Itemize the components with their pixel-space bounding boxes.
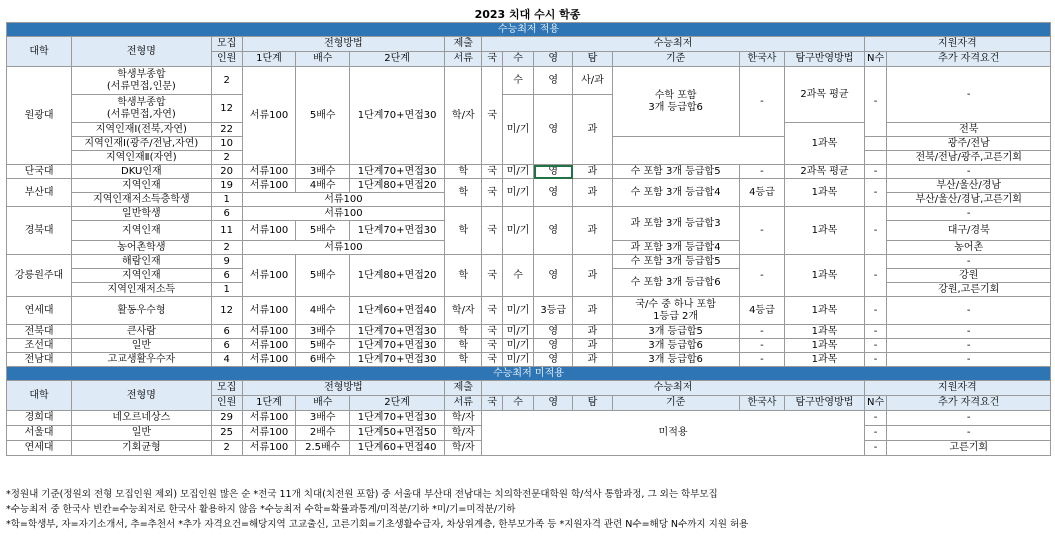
col-stage1: 1단계 bbox=[242, 396, 296, 411]
col-quota: 모집 bbox=[211, 37, 242, 52]
col-univ: 대학 bbox=[7, 37, 72, 67]
cell[interactable]: - bbox=[864, 353, 887, 367]
cell[interactable]: 강원,고른기회 bbox=[887, 283, 1051, 297]
cell[interactable]: 1단계60+면접40 bbox=[350, 441, 445, 456]
cell[interactable]: 일반 bbox=[72, 339, 212, 353]
cell[interactable]: 4등급 bbox=[739, 297, 784, 325]
cell[interactable]: 학 bbox=[445, 165, 482, 179]
cell[interactable]: - bbox=[739, 353, 784, 367]
cell[interactable]: 학/자 bbox=[445, 441, 482, 456]
cell[interactable]: 서류100 bbox=[242, 207, 445, 221]
cell[interactable]: 영 bbox=[534, 179, 573, 207]
cell[interactable]: 영 bbox=[534, 353, 573, 367]
cell[interactable]: 일반학생 bbox=[72, 207, 212, 221]
cell[interactable]: 경북대 bbox=[7, 207, 72, 255]
col-submit: 제출 bbox=[445, 381, 482, 396]
cell[interactable]: 대구/경북 bbox=[887, 221, 1051, 241]
cell[interactable]: 서류100 bbox=[242, 297, 296, 325]
col-csat: 수능최저 bbox=[482, 37, 864, 52]
cell[interactable]: 1 bbox=[211, 193, 242, 207]
cell[interactable]: 1단계70+면접30 bbox=[350, 67, 445, 165]
cell[interactable]: 지역인재 bbox=[72, 269, 212, 283]
cell[interactable]: 지역인재 bbox=[72, 221, 212, 241]
cell[interactable]: 활동우수형 bbox=[72, 297, 212, 325]
cell[interactable]: 서류100 bbox=[242, 193, 445, 207]
cell[interactable]: 수 포함 3개 등급합6 bbox=[612, 269, 739, 297]
cell[interactable]: 5배수 bbox=[296, 255, 350, 297]
col-inq: 탐 bbox=[573, 52, 612, 67]
col-nsu: N수 bbox=[864, 52, 887, 67]
cell[interactable]: 9 bbox=[211, 255, 242, 269]
cell[interactable]: 경희대 bbox=[7, 411, 72, 426]
col-multiplier: 배수 bbox=[296, 52, 350, 67]
cell[interactable] bbox=[612, 67, 739, 137]
cell[interactable]: 국 bbox=[482, 325, 503, 339]
col-stage1: 1단계 bbox=[242, 52, 296, 67]
footnotes bbox=[6, 487, 1051, 532]
cell[interactable]: 조선대 bbox=[7, 339, 72, 353]
cell[interactable]: - bbox=[739, 325, 784, 339]
cell[interactable]: 전북/전남/광주,고른기회 bbox=[887, 151, 1051, 165]
cell[interactable]: 서류100 bbox=[242, 255, 296, 297]
cell[interactable]: 서류100 bbox=[242, 426, 296, 441]
cell[interactable]: 학/자 bbox=[445, 426, 482, 441]
col-stage2: 2단계 bbox=[350, 52, 445, 67]
cell[interactable]: 1단계80+면접20 bbox=[350, 255, 445, 297]
col-inq-method: 탐구반영방법 bbox=[785, 396, 865, 411]
cell[interactable]: 5배수 bbox=[296, 67, 350, 165]
cell[interactable] bbox=[72, 95, 212, 123]
cell[interactable]: 3개 등급합5 bbox=[612, 325, 739, 339]
cell[interactable]: 3배수 bbox=[296, 325, 350, 339]
col-eligibility: 지원자격 bbox=[864, 381, 1050, 396]
cell[interactable]: 2배수 bbox=[296, 426, 350, 441]
cell[interactable]: 영 bbox=[534, 67, 573, 95]
footnote-line: *정원내 기준(정원외 전형 모집인원 제외) 모집인원 많은 순 *전국 11개 치대(치전원 포함) 중 서울대 부산대 전남대는 치의학전문대학원 학/석사 통합과정, 그 외는 학부모집 bbox=[6, 489, 718, 500]
cell[interactable]: 1과목 bbox=[785, 297, 865, 325]
cell[interactable]: 2 bbox=[211, 67, 242, 95]
cell[interactable]: 미/기 bbox=[503, 297, 534, 325]
cell[interactable]: 1과목 bbox=[785, 325, 865, 339]
cell[interactable]: 고른기회 bbox=[887, 441, 1051, 456]
cell[interactable]: - bbox=[864, 67, 887, 137]
cell[interactable]: - bbox=[864, 179, 887, 207]
col-submit: 제출 bbox=[445, 37, 482, 52]
cell[interactable]: 과 bbox=[573, 255, 612, 297]
cell[interactable]: 6배수 bbox=[296, 353, 350, 367]
cell[interactable]: 미적용 bbox=[482, 411, 864, 456]
col-eng: 영 bbox=[534, 52, 573, 67]
cell[interactable]: 1단계70+면접30 bbox=[350, 325, 445, 339]
cell[interactable]: 농어촌학생 bbox=[72, 241, 212, 255]
cell[interactable]: 국 bbox=[482, 339, 503, 353]
cell[interactable]: 영 bbox=[534, 255, 573, 297]
cell[interactable]: - bbox=[739, 165, 784, 179]
cell[interactable]: 국 bbox=[482, 207, 503, 255]
cell[interactable]: 영 bbox=[534, 325, 573, 339]
cell[interactable]: 지역인재Ⅰ(광주/전남,자연) bbox=[72, 137, 212, 151]
cell[interactable]: 미/기 bbox=[503, 207, 534, 255]
cell[interactable]: 과 bbox=[573, 179, 612, 207]
cell[interactable]: 국 bbox=[482, 297, 503, 325]
cell[interactable]: 수 포함 3개 등급합5 bbox=[612, 255, 739, 269]
cell[interactable]: 6 bbox=[211, 207, 242, 221]
cell[interactable]: - bbox=[864, 297, 887, 325]
sheet-title: 2023 치대 수시 학종 bbox=[474, 8, 581, 21]
cell[interactable]: 1단계70+면접30 bbox=[350, 165, 445, 179]
selected-cell[interactable]: 영 bbox=[534, 165, 573, 179]
cell[interactable]: - bbox=[887, 353, 1051, 367]
cell[interactable]: 1과목 bbox=[785, 353, 865, 367]
cell[interactable] bbox=[612, 137, 785, 165]
col-nsu: N수 bbox=[864, 396, 887, 411]
col-kor: 국 bbox=[482, 396, 503, 411]
cell[interactable]: 과 bbox=[573, 297, 612, 325]
cell[interactable]: 미/기 bbox=[503, 95, 534, 165]
col-quota-2: 인원 bbox=[211, 52, 242, 67]
cell[interactable]: 1단계80+면접20 bbox=[350, 179, 445, 193]
cell[interactable]: 수 포함 3개 등급합5 bbox=[612, 165, 739, 179]
cell[interactable]: 과 bbox=[573, 353, 612, 367]
cell[interactable]: 1단계70+면접30 bbox=[350, 411, 445, 426]
cell[interactable]: 전남대 bbox=[7, 353, 72, 367]
cell[interactable]: 서류100 bbox=[242, 411, 296, 426]
cell[interactable]: 서류100 bbox=[242, 441, 296, 456]
col-extra: 추가 자격요건 bbox=[887, 396, 1051, 411]
cell[interactable]: 광주/전남 bbox=[887, 137, 1051, 151]
cell[interactable]: 3배수 bbox=[296, 165, 350, 179]
cell[interactable]: - bbox=[887, 207, 1051, 221]
cell[interactable]: 22 bbox=[211, 123, 242, 137]
cell[interactable]: 국 bbox=[482, 255, 503, 297]
cell[interactable]: - bbox=[739, 207, 784, 255]
cell[interactable]: - bbox=[739, 67, 784, 137]
csat-applied-band: 수능최저 적용 bbox=[7, 23, 1051, 37]
cell[interactable]: 4등급 bbox=[739, 179, 784, 207]
col-criteria: 기준 bbox=[612, 52, 739, 67]
cell[interactable]: 원광대 bbox=[7, 67, 72, 165]
cell[interactable]: 2 bbox=[211, 241, 242, 255]
cell[interactable]: 지역인재 bbox=[72, 179, 212, 193]
cell[interactable]: 1과목 bbox=[785, 179, 865, 207]
cell[interactable]: - bbox=[739, 339, 784, 353]
cell[interactable]: 학 bbox=[445, 339, 482, 353]
cell[interactable]: 5배수 bbox=[296, 339, 350, 353]
cell[interactable]: 4 bbox=[211, 353, 242, 367]
col-quota: 모집 bbox=[211, 381, 242, 396]
cell[interactable]: 지역인재Ⅰ(전북,자연) bbox=[72, 123, 212, 137]
cell[interactable]: 1 bbox=[211, 283, 242, 297]
col-track: 전형명 bbox=[72, 37, 212, 67]
cell[interactable]: 11 bbox=[211, 221, 242, 241]
cell[interactable]: 기회균형 bbox=[72, 441, 212, 456]
cell[interactable]: 학 bbox=[445, 353, 482, 367]
col-extra: 추가 자격요건 bbox=[887, 52, 1051, 67]
cell[interactable]: - bbox=[864, 207, 887, 255]
cell[interactable]: 과 포함 3개 등급합3 bbox=[612, 207, 739, 241]
col-hist: 한국사 bbox=[739, 52, 784, 67]
cell[interactable]: 3개 등급합6 bbox=[612, 339, 739, 353]
cell[interactable]: 서류100 bbox=[242, 179, 296, 193]
cell[interactable]: 학 bbox=[445, 207, 482, 255]
cell[interactable]: - bbox=[887, 339, 1051, 353]
cell-text: 학생부종합 (서류면접,자연) bbox=[106, 96, 176, 120]
col-quota-2: 인원 bbox=[211, 396, 242, 411]
cell[interactable]: 1과목 bbox=[785, 207, 865, 255]
cell[interactable]: - bbox=[887, 165, 1051, 179]
cell[interactable]: 국 bbox=[482, 67, 503, 165]
cell[interactable]: 서류100 bbox=[242, 339, 296, 353]
cell[interactable]: 과 bbox=[573, 95, 612, 165]
col-eng: 영 bbox=[534, 396, 573, 411]
cell[interactable]: 3개 등급합6 bbox=[612, 353, 739, 367]
cell[interactable] bbox=[612, 297, 739, 325]
cell[interactable]: - bbox=[864, 441, 887, 456]
cell[interactable]: 2 bbox=[211, 151, 242, 165]
cell[interactable]: - bbox=[887, 325, 1051, 339]
cell[interactable]: 10 bbox=[211, 137, 242, 151]
cell[interactable]: 사/과 bbox=[573, 67, 612, 95]
cell[interactable]: 과 bbox=[573, 325, 612, 339]
col-submit-2: 서류 bbox=[445, 396, 482, 411]
cell[interactable]: 1단계70+면접30 bbox=[350, 353, 445, 367]
cell[interactable]: 5배수 bbox=[296, 221, 350, 241]
cell[interactable]: - bbox=[864, 325, 887, 339]
cell[interactable]: 국 bbox=[482, 179, 503, 207]
cell[interactable]: 영 bbox=[534, 95, 573, 165]
cell[interactable]: 학/자 bbox=[445, 67, 482, 165]
cell[interactable]: 1단계60+면접40 bbox=[350, 297, 445, 325]
cell[interactable]: 과 bbox=[573, 207, 612, 255]
col-track: 전형명 bbox=[72, 381, 212, 411]
cell[interactable]: 영 bbox=[534, 339, 573, 353]
cell[interactable]: 수 bbox=[503, 255, 534, 297]
cell[interactable]: 미/기 bbox=[503, 325, 534, 339]
cell[interactable]: 서류100 bbox=[242, 325, 296, 339]
cell[interactable]: 20 bbox=[211, 165, 242, 179]
cell[interactable]: 연세대 bbox=[7, 441, 72, 456]
cell-text: 수학 포함 3개 등급합6 bbox=[648, 89, 703, 113]
cell[interactable]: 2.5배수 bbox=[296, 441, 350, 456]
footnote-line: *수능최저 중 한국사 빈칸=수능최저로 한국사 활용하지 않음 *수능최저 수학=확률과통계/미적분/기하 *미/기=미적분/기하 bbox=[6, 504, 516, 515]
cell[interactable]: 6 bbox=[211, 325, 242, 339]
cell[interactable]: 서류100 bbox=[242, 221, 296, 241]
csat-unapplied-band: 수능최저 미적용 bbox=[7, 367, 1051, 381]
cell[interactable]: - bbox=[887, 297, 1051, 325]
col-stage2: 2단계 bbox=[350, 396, 445, 411]
cell[interactable]: 부산대 bbox=[7, 179, 72, 207]
col-criteria: 기준 bbox=[612, 396, 739, 411]
cell[interactable]: 1단계70+면접30 bbox=[350, 221, 445, 241]
cell[interactable]: 서류100 bbox=[242, 353, 296, 367]
cell[interactable]: 해람인재 bbox=[72, 255, 212, 269]
cell[interactable]: 전북 bbox=[887, 123, 1051, 137]
cell[interactable]: 미/기 bbox=[503, 339, 534, 353]
cell[interactable]: - bbox=[887, 411, 1051, 426]
cell[interactable]: 29 bbox=[211, 411, 242, 426]
cell[interactable]: 2 bbox=[211, 441, 242, 456]
col-univ: 대학 bbox=[7, 381, 72, 411]
col-method: 전형방법 bbox=[242, 381, 445, 396]
cell[interactable]: 네오르네상스 bbox=[72, 411, 212, 426]
col-inq: 탐 bbox=[573, 396, 612, 411]
col-multiplier: 배수 bbox=[296, 396, 350, 411]
cell[interactable]: 강원 bbox=[887, 269, 1051, 283]
cell[interactable]: 부산/울산/경남,고른기회 bbox=[887, 193, 1051, 207]
cell[interactable]: 영 bbox=[534, 207, 573, 255]
cell[interactable] bbox=[72, 67, 212, 95]
cell[interactable]: 지역인재Ⅱ(자연) bbox=[72, 151, 212, 165]
cell[interactable]: 3등급 bbox=[534, 297, 573, 325]
cell[interactable]: 6 bbox=[211, 269, 242, 283]
cell[interactable]: 2과목 평균 bbox=[785, 67, 865, 123]
cell[interactable]: 2과목 평균 bbox=[785, 165, 865, 179]
cell[interactable]: 지역인재저소득 bbox=[72, 283, 212, 297]
cell[interactable]: 전북대 bbox=[7, 325, 72, 339]
cell[interactable]: 일반 bbox=[72, 426, 212, 441]
cell[interactable]: 19 bbox=[211, 179, 242, 193]
col-inq-method: 탐구반영방법 bbox=[785, 52, 865, 67]
cell[interactable]: - bbox=[887, 255, 1051, 269]
cell[interactable]: 과 bbox=[573, 339, 612, 353]
cell[interactable]: - bbox=[864, 255, 887, 297]
col-kor: 국 bbox=[482, 52, 503, 67]
cell[interactable]: 미/기 bbox=[503, 179, 534, 207]
cell[interactable]: - bbox=[864, 339, 887, 353]
cell[interactable]: 고교생활우수자 bbox=[72, 353, 212, 367]
cell[interactable]: 수 bbox=[503, 67, 534, 95]
cell[interactable]: 연세대 bbox=[7, 297, 72, 325]
col-math: 수 bbox=[503, 52, 534, 67]
cell[interactable]: 미/기 bbox=[503, 353, 534, 367]
cell[interactable]: 4배수 bbox=[296, 297, 350, 325]
cell[interactable]: - bbox=[864, 411, 887, 426]
cell[interactable]: 부산/울산/경남 bbox=[887, 179, 1051, 193]
cell[interactable]: 6 bbox=[211, 339, 242, 353]
cell[interactable]: 국 bbox=[482, 165, 503, 179]
cell[interactable]: 학 bbox=[445, 325, 482, 339]
col-hist: 한국사 bbox=[739, 396, 784, 411]
col-method: 전형방법 bbox=[242, 37, 445, 52]
cell[interactable]: 과 bbox=[573, 165, 612, 179]
cell[interactable]: 수 포함 3개 등급합4 bbox=[612, 179, 739, 207]
cell[interactable]: 1과목 bbox=[785, 123, 865, 165]
cell[interactable]: 4배수 bbox=[296, 179, 350, 193]
cell[interactable] bbox=[864, 137, 887, 151]
cell[interactable]: 서류100 bbox=[242, 67, 296, 165]
cell[interactable]: 1과목 bbox=[785, 339, 865, 353]
cell[interactable]: 서류100 bbox=[242, 241, 445, 255]
cell[interactable]: 1과목 bbox=[785, 255, 865, 297]
cell[interactable]: 미/기 bbox=[503, 165, 534, 179]
cell[interactable]: 25 bbox=[211, 426, 242, 441]
cell[interactable]: 12 bbox=[211, 297, 242, 325]
admission-table bbox=[6, 22, 1051, 456]
cell[interactable]: 1단계50+면접50 bbox=[350, 426, 445, 441]
cell[interactable]: 과 포함 3개 등급합4 bbox=[612, 241, 739, 255]
cell[interactable]: - bbox=[739, 255, 784, 297]
cell[interactable]: 지역인재저소득층학생 bbox=[72, 193, 212, 207]
cell[interactable]: 학 bbox=[445, 255, 482, 297]
col-csat: 수능최저 bbox=[482, 381, 864, 396]
cell[interactable]: 학/자 bbox=[445, 297, 482, 325]
col-eligibility: 지원자격 bbox=[864, 37, 1050, 52]
cell[interactable]: 학 bbox=[445, 179, 482, 207]
cell[interactable]: 1단계70+면접30 bbox=[350, 339, 445, 353]
cell[interactable]: DKU인재 bbox=[72, 165, 212, 179]
col-submit-2: 서류 bbox=[445, 52, 482, 67]
cell[interactable]: 농어촌 bbox=[887, 241, 1051, 255]
col-math: 수 bbox=[503, 396, 534, 411]
cell[interactable]: - bbox=[864, 426, 887, 441]
cell[interactable]: 3배수 bbox=[296, 411, 350, 426]
cell[interactable]: 서울대 bbox=[7, 426, 72, 441]
cell[interactable]: 국 bbox=[482, 353, 503, 367]
cell[interactable]: 학/자 bbox=[445, 411, 482, 426]
cell[interactable]: 강릉원주대 bbox=[7, 255, 72, 297]
cell[interactable]: - bbox=[887, 426, 1051, 441]
cell[interactable]: - bbox=[864, 165, 887, 179]
cell[interactable]: 큰사람 bbox=[72, 325, 212, 339]
cell[interactable]: 서류100 bbox=[242, 165, 296, 179]
footnote-line: *학=학생부, 자=자기소개서, 추=추천서 *추가 자격요건=해당지역 고교출신, 고른기회=기초생활수급자, 차상위계층, 한부모가족 등 *지원자격 관련 N수=해당 N수까지 지원 허용 bbox=[6, 519, 749, 530]
cell[interactable]: 단국대 bbox=[7, 165, 72, 179]
cell[interactable]: 12 bbox=[211, 95, 242, 123]
cell[interactable]: - bbox=[887, 67, 1051, 123]
cell-text: 국/수 중 하나 포함 1등급 2개 bbox=[635, 298, 716, 322]
cell[interactable] bbox=[864, 151, 887, 165]
cell-text: 학생부종합 (서류면접,인문) bbox=[106, 68, 176, 92]
